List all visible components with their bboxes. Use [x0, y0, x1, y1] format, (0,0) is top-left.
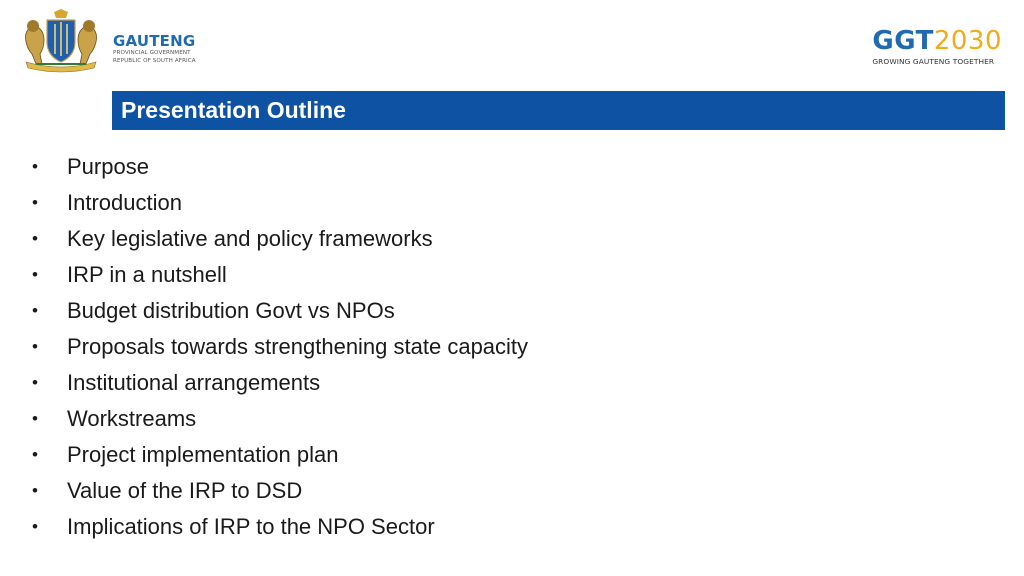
- outline-item-text: Purpose: [67, 154, 149, 179]
- outline-item: [30, 257, 528, 293]
- bullet-icon: •: [32, 409, 38, 428]
- slide-title: Presentation Outline: [121, 97, 346, 123]
- outline-item-text: Workstreams: [67, 406, 197, 431]
- org-subtitle-line2: REPUBLIC OF SOUTH AFRICA: [113, 57, 196, 64]
- ggt2030-wordmark: [872, 28, 1002, 54]
- bullet-icon: •: [32, 373, 38, 392]
- bullet-icon: •: [32, 229, 38, 248]
- ggt-text: GGT: [872, 26, 934, 56]
- title-bar: [112, 91, 1005, 130]
- outline-item-text: Proposals towards strengthening state capacity: [67, 334, 529, 359]
- org-name: GAUTENG: [113, 32, 196, 50]
- outline-item: [30, 149, 528, 185]
- outline-item-text: Introduction: [67, 190, 182, 215]
- ggt2030-logo: [872, 28, 1002, 66]
- bullet-icon: •: [32, 265, 38, 284]
- outline-item: [30, 293, 528, 329]
- bullet-icon: •: [32, 337, 38, 356]
- outline-item: [30, 221, 528, 257]
- outline-list: [30, 149, 528, 545]
- gauteng-coat-of-arms-logo: [16, 8, 106, 74]
- outline-item: [30, 401, 528, 437]
- ggt-tagline: GROWING GAUTENG TOGETHER: [872, 57, 995, 66]
- bullet-icon: •: [32, 157, 38, 176]
- bullet-icon: •: [32, 481, 38, 500]
- outline-item-text: IRP in a nutshell: [67, 262, 227, 287]
- outline-item: [30, 473, 528, 509]
- year-2030-text: 2030: [933, 26, 1002, 56]
- outline-item: [30, 365, 528, 401]
- outline-item: [30, 185, 528, 221]
- outline-item-text: Institutional arrangements: [67, 370, 321, 395]
- outline-item-text: Budget distribution Govt vs NPOs: [67, 298, 395, 323]
- outline-item: [30, 437, 528, 473]
- bullet-icon: •: [32, 193, 38, 212]
- outline-item-text: Project implementation plan: [67, 442, 339, 467]
- outline-item-text: Value of the IRP to DSD: [67, 478, 303, 503]
- outline-item-text: Implications of IRP to the NPO Sector: [67, 514, 435, 539]
- outline-item: [30, 509, 528, 545]
- gauteng-wordmark: [113, 34, 196, 64]
- bullet-icon: •: [32, 517, 38, 536]
- org-subtitle-line1: PROVINCIAL GOVERNMENT: [113, 50, 191, 56]
- outline-item: [30, 329, 528, 365]
- bullet-icon: •: [32, 301, 38, 320]
- outline-item-text: Key legislative and policy frameworks: [67, 226, 433, 251]
- bullet-icon: •: [32, 445, 38, 464]
